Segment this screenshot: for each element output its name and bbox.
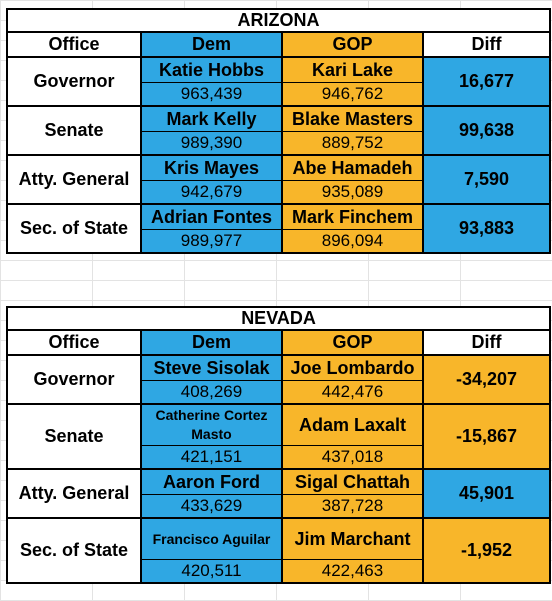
diff-cell: 45,901 bbox=[423, 469, 550, 518]
diff-cell: -15,867 bbox=[423, 404, 550, 469]
gop-votes: 889,752 bbox=[282, 132, 423, 156]
gop-votes: 946,762 bbox=[282, 83, 423, 107]
gop-candidate: Blake Masters bbox=[282, 106, 423, 132]
state-title: ARIZONA bbox=[7, 9, 550, 32]
header-dem: Dem bbox=[141, 32, 282, 57]
header-diff: Diff bbox=[423, 32, 550, 57]
office-cell: Senate bbox=[7, 404, 141, 469]
header-office: Office bbox=[7, 32, 141, 57]
dem-votes: 989,977 bbox=[141, 230, 282, 254]
office-cell: Sec. of State bbox=[7, 518, 141, 583]
office-cell: Governor bbox=[7, 57, 141, 106]
gop-votes: 437,018 bbox=[282, 446, 423, 470]
dem-votes: 433,629 bbox=[141, 495, 282, 519]
office-cell: Senate bbox=[7, 106, 141, 155]
header-gop: GOP bbox=[282, 32, 423, 57]
dem-votes: 421,151 bbox=[141, 446, 282, 470]
dem-candidate: Steve Sisolak bbox=[141, 355, 282, 381]
nevada-table bbox=[6, 306, 551, 584]
office-cell: Atty. General bbox=[7, 469, 141, 518]
diff-cell: -1,952 bbox=[423, 518, 550, 583]
header-dem: Dem bbox=[141, 330, 282, 355]
gop-votes: 422,463 bbox=[282, 560, 423, 584]
gop-candidate: Sigal Chattah bbox=[282, 469, 423, 495]
gop-votes: 387,728 bbox=[282, 495, 423, 519]
dem-candidate: Katie Hobbs bbox=[141, 57, 282, 83]
dem-candidate: Francisco Aguilar bbox=[141, 518, 282, 560]
diff-cell: 7,590 bbox=[423, 155, 550, 204]
office-cell: Atty. General bbox=[7, 155, 141, 204]
dem-candidate: Aaron Ford bbox=[141, 469, 282, 495]
gop-candidate: Mark Finchem bbox=[282, 204, 423, 230]
dem-votes: 963,439 bbox=[141, 83, 282, 107]
office-cell: Sec. of State bbox=[7, 204, 141, 253]
gop-candidate: Jim Marchant bbox=[282, 518, 423, 560]
gop-candidate: Kari Lake bbox=[282, 57, 423, 83]
diff-cell: 16,677 bbox=[423, 57, 550, 106]
dem-votes: 420,511 bbox=[141, 560, 282, 584]
gop-votes: 442,476 bbox=[282, 381, 423, 405]
gop-candidate: Abe Hamadeh bbox=[282, 155, 423, 181]
diff-cell: -34,207 bbox=[423, 355, 550, 404]
dem-votes: 408,269 bbox=[141, 381, 282, 405]
header-office: Office bbox=[7, 330, 141, 355]
office-cell: Governor bbox=[7, 355, 141, 404]
dem-candidate: Kris Mayes bbox=[141, 155, 282, 181]
dem-candidate: Mark Kelly bbox=[141, 106, 282, 132]
header-diff: Diff bbox=[423, 330, 550, 355]
state-title: NEVADA bbox=[7, 307, 550, 330]
gop-candidate: Joe Lombardo bbox=[282, 355, 423, 381]
dem-candidate: Adrian Fontes bbox=[141, 204, 282, 230]
diff-cell: 99,638 bbox=[423, 106, 550, 155]
gop-candidate: Adam Laxalt bbox=[282, 404, 423, 446]
dem-candidate: Catherine Cortez Masto bbox=[141, 404, 282, 446]
header-gop: GOP bbox=[282, 330, 423, 355]
arizona-table bbox=[6, 8, 551, 254]
dem-votes: 942,679 bbox=[141, 181, 282, 205]
gop-votes: 935,089 bbox=[282, 181, 423, 205]
gop-votes: 896,094 bbox=[282, 230, 423, 254]
dem-votes: 989,390 bbox=[141, 132, 282, 156]
diff-cell: 93,883 bbox=[423, 204, 550, 253]
